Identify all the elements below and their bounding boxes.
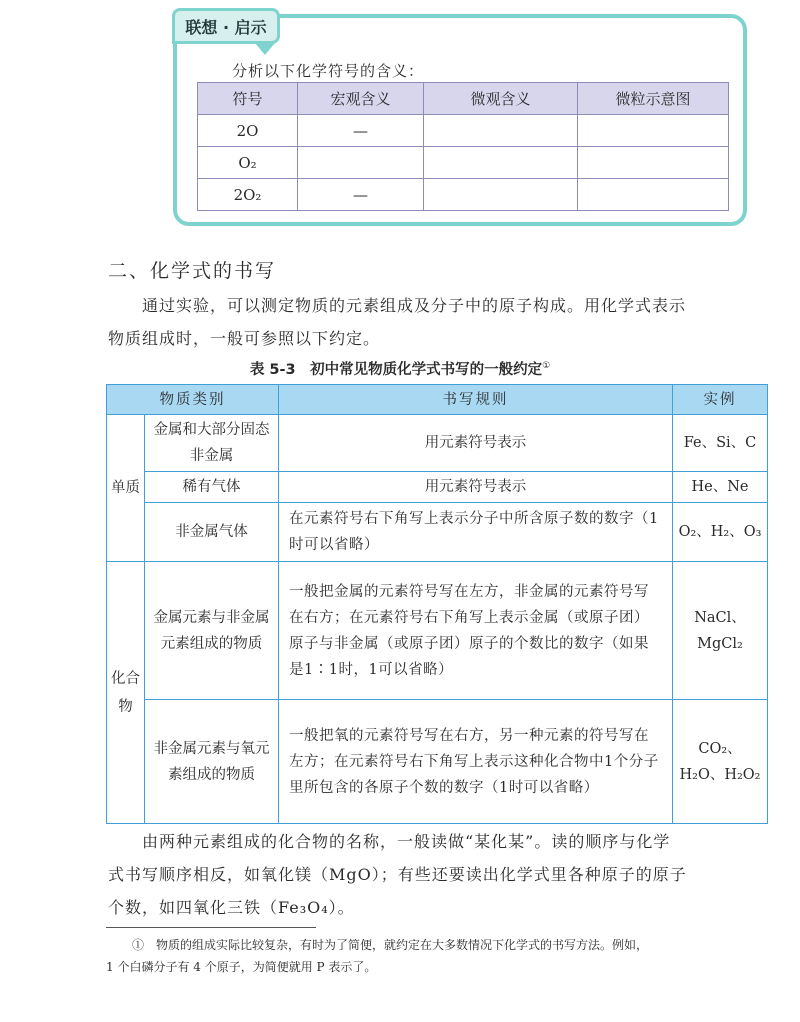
footnote-line-1: ① 物质的组成实际比较复杂，有时为了简便，就约定在大多数情况下化学式的书写方法。例如， xyxy=(132,938,649,952)
symbol-cell: 2O xyxy=(198,115,298,147)
rule-cell: 在元素符号右下角写上表示分子中所含原子数的数字（1时可以省略） xyxy=(279,503,673,562)
caption-text: 表 5-3 初中常见物质化学式书写的一般约定 xyxy=(249,362,543,378)
category-cell: 非金属元素与氧元素组成的物质 xyxy=(145,700,279,824)
naming-paragraph xyxy=(108,825,768,924)
example-cell: NaCl、MgCl₂ xyxy=(673,562,768,700)
table-row xyxy=(107,472,768,503)
rule-cell: 一般把金属的元素符号写在左方，非金属的元素符号写在右方；在元素符号右下角写上表示金属（或原子团）原子与非金属（或原子团）原子的个数比的数字（如果是1∶1时，1可以省略） xyxy=(279,562,673,700)
symbol-cell: O₂ xyxy=(198,147,298,179)
macro-cell: — xyxy=(298,115,424,147)
example-cell: CO₂、H₂O、H₂O₂ xyxy=(673,700,768,824)
intro-paragraph xyxy=(108,289,768,355)
macro-cell xyxy=(298,147,424,179)
diagram-cell xyxy=(578,179,729,211)
naming-line-1: 由两种元素组成的化合物的名称，一般读做“某化某”。读的顺序与化学 xyxy=(142,832,671,851)
col-example: 实例 xyxy=(673,385,768,415)
col-micro: 微观含义 xyxy=(424,83,578,115)
table-row xyxy=(107,562,768,700)
category-cell: 非金属气体 xyxy=(145,503,279,562)
caption-footnote-mark: ① xyxy=(542,361,551,372)
category-cell: 金属元素与非金属元素组成的物质 xyxy=(145,562,279,700)
footnote-line-2: 1 个白磷分子有 4 个原子，为简便就用 P 表示了。 xyxy=(106,960,377,974)
col-rule: 书写规则 xyxy=(279,385,673,415)
col-category: 物质类别 xyxy=(107,385,279,415)
formula-rules-table xyxy=(106,384,768,824)
table-header-row xyxy=(107,385,768,415)
example-cell: Fe、Si、C xyxy=(673,415,768,472)
section-title: 二、化学式的书写 xyxy=(108,260,277,282)
diagram-cell xyxy=(578,115,729,147)
footnote xyxy=(106,934,768,978)
table-header-row xyxy=(198,83,729,115)
micro-cell xyxy=(424,115,578,147)
think-prompt: 分析以下化学符号的含义： xyxy=(232,62,425,80)
intro-line-1: 通过实验，可以测定物质的元素组成及分子中的原子构成。用化学式表示 xyxy=(142,296,687,315)
col-symbol: 符号 xyxy=(198,83,298,115)
table-row xyxy=(198,147,729,179)
symbol-meaning-table xyxy=(197,82,729,211)
micro-cell xyxy=(424,147,578,179)
rule-cell: 一般把氧的元素符号写在右方，另一种元素的符号写在左方；在元素符号右下角写上表示这种化合物中1个分子里所包含的各原子个数的数字（1时可以省略） xyxy=(279,700,673,824)
symbol-cell: 2O₂ xyxy=(198,179,298,211)
example-cell: He、Ne xyxy=(673,472,768,503)
macro-cell: — xyxy=(298,179,424,211)
think-tab: 联想 · 启示 xyxy=(172,8,280,44)
table-row xyxy=(107,700,768,824)
naming-line-2: 式书写顺序相反，如氧化镁（MgO）；有些还要读出化学式里各种原子的原子 xyxy=(108,865,687,884)
category-cell: 稀有气体 xyxy=(145,472,279,503)
table-row xyxy=(107,503,768,562)
table-row xyxy=(198,179,729,211)
diagram-cell xyxy=(578,147,729,179)
example-cell: O₂、H₂、O₃ xyxy=(673,503,768,562)
col-diagram: 微粒示意图 xyxy=(578,83,729,115)
table-caption xyxy=(0,358,800,379)
table-row xyxy=(107,415,768,472)
table-row xyxy=(198,115,729,147)
naming-line-3: 个数，如四氧化三铁（Fe₃O₄）。 xyxy=(108,898,355,917)
rule-cell: 用元素符号表示 xyxy=(279,472,673,503)
col-macro: 宏观含义 xyxy=(298,83,424,115)
category-cell: 金属和大部分固态非金属 xyxy=(145,415,279,472)
footnote-divider xyxy=(106,927,316,928)
micro-cell xyxy=(424,179,578,211)
intro-line-2: 物质组成时，一般可参照以下约定。 xyxy=(108,329,381,348)
rule-cell: 用元素符号表示 xyxy=(279,415,673,472)
group-label-elemental: 单质 xyxy=(107,415,145,562)
group-label-compound: 化合物 xyxy=(107,562,145,824)
